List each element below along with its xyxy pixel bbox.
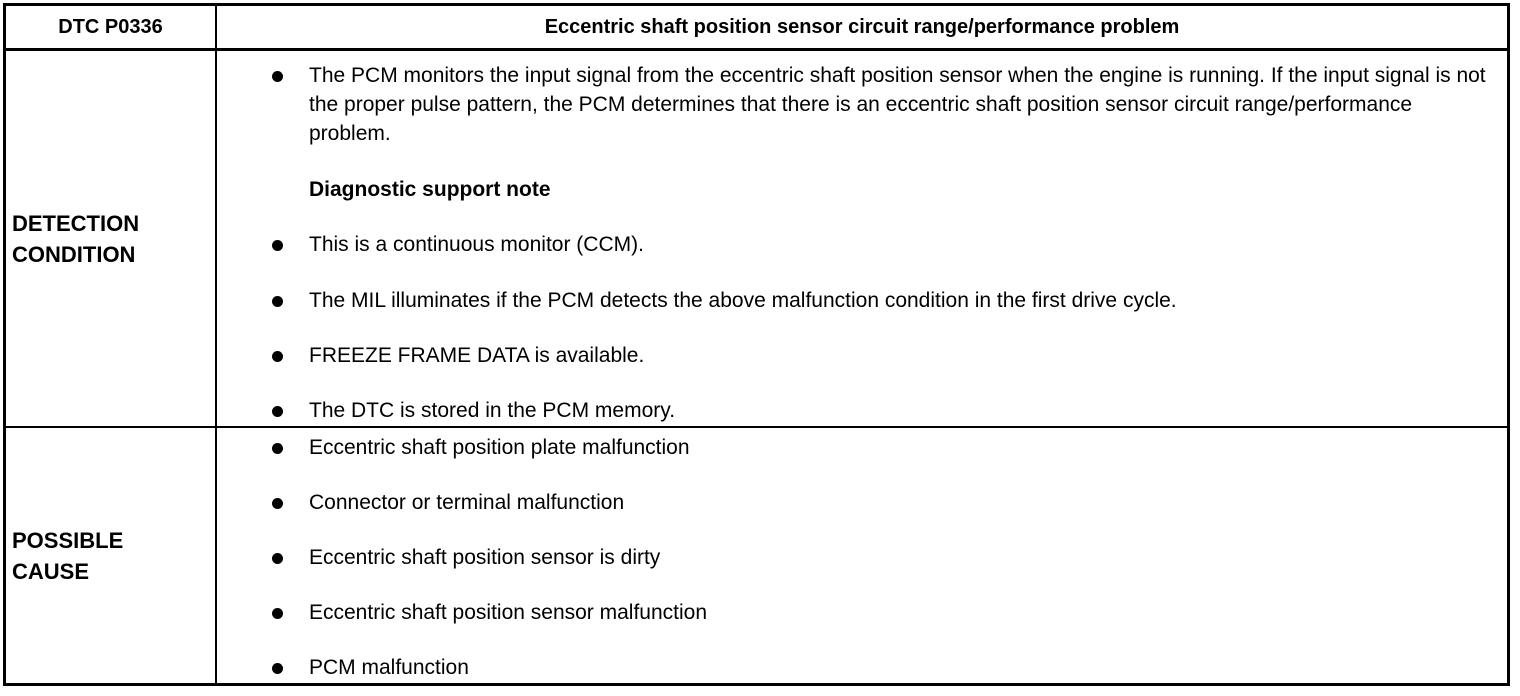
bullet-icon (272, 240, 283, 251)
diagnostic-note-title: Diagnostic support note (309, 178, 551, 201)
cause-label-line1: POSSIBLE (12, 527, 124, 553)
detection-label-line2: CONDITION (12, 241, 136, 267)
detection-label (12, 208, 139, 270)
dtc-table (3, 3, 1510, 686)
detection-note: FREEZE FRAME DATA is available. (309, 344, 645, 367)
cause-item: Eccentric shaft position sensor malfunction (309, 601, 708, 624)
cause-label (12, 525, 123, 587)
cause-label-line2: CAUSE (12, 558, 90, 584)
bullet-icon (272, 406, 283, 417)
detection-content (217, 51, 1507, 428)
detection-note: This is a continuous monitor (CCM). (309, 233, 644, 256)
detection-note: The DTC is stored in the PCM memory. (309, 399, 676, 422)
bullet-icon (272, 608, 283, 619)
detection-intro: The PCM monitors the input signal from the eccentric shaft position sensor when the engine is running. If the input signal is not the proper pulse pattern, the PCM determines that there is an eccentric shaft position sensor circuit range/performance problem. (309, 64, 1486, 145)
dtc-code-cell (6, 6, 217, 51)
cause-item: PCM malfunction (309, 656, 469, 679)
dtc-code: DTC P0336 (58, 15, 163, 38)
bullet-icon (272, 553, 283, 564)
bullet-icon (272, 296, 283, 307)
detection-label-line1: DETECTION (12, 210, 140, 236)
dtc-title-cell (217, 6, 1507, 51)
cause-item: Connector or terminal malfunction (309, 491, 625, 514)
cause-item: Eccentric shaft position sensor is dirty (309, 546, 661, 569)
bullet-icon (272, 663, 283, 674)
cause-item: Eccentric shaft position plate malfunction (309, 436, 690, 459)
bullet-icon (272, 443, 283, 454)
bullet-icon (272, 351, 283, 362)
cause-content (217, 428, 1507, 683)
bullet-icon (272, 71, 283, 82)
detection-note: The MIL illuminates if the PCM detects the above malfunction condition in the first drive cycle. (309, 289, 1177, 312)
detection-label-cell (6, 51, 217, 428)
dtc-title: Eccentric shaft position sensor circuit range/performance problem (544, 15, 1180, 38)
cause-label-cell (6, 428, 217, 683)
bullet-icon (272, 498, 283, 509)
